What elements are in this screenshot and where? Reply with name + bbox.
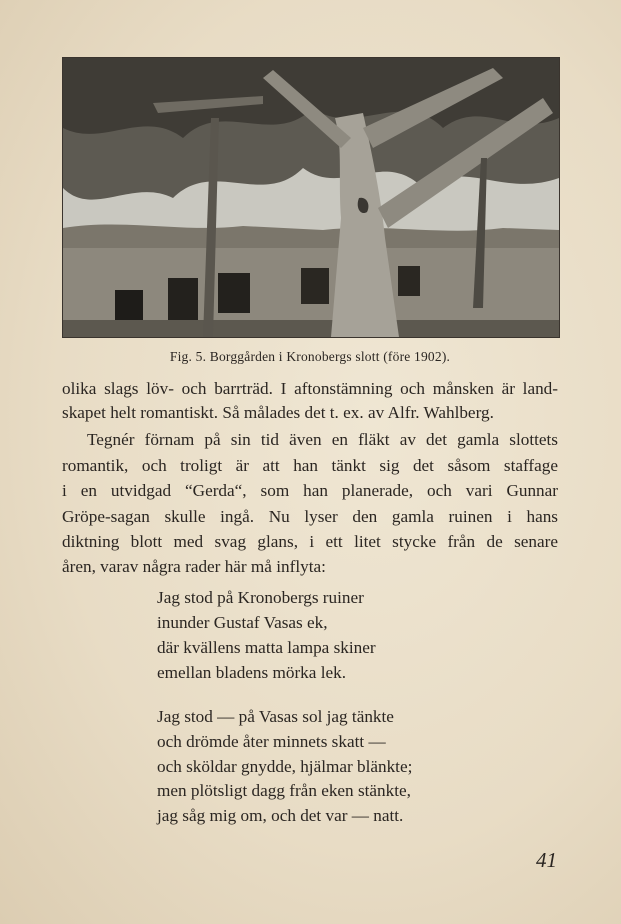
paragraph-line: Tegnér förnam på sin tid även en fläkt av det gamla slottets — [87, 430, 558, 449]
paragraph-line: diktning blott med svag glans, i ett litet stycke från de senare — [62, 532, 558, 551]
figure-photo — [62, 57, 560, 338]
poem-line: Jag stod — på Vasas sol jag tänkte — [157, 707, 394, 726]
paragraph-line: i en utvidgad “Gerda“, som han planerade, och vari Gunnar — [62, 481, 558, 500]
paragraph-line: romantik, och troligt är att han tänkt sig det såsom staffage — [62, 456, 558, 475]
poem-line: inunder Gustaf Vasas ek, — [157, 613, 328, 632]
page-number: 41 — [536, 848, 557, 872]
poem-line: Jag stod på Kronobergs ruiner — [157, 588, 364, 607]
paragraph-line: skapet helt romantiskt. Så målades det t. ex. av Alfr. Wahlberg. — [62, 403, 494, 422]
paragraph-line: åren, varav några rader här må inflyta: — [62, 557, 326, 576]
figure-caption: Fig. 5. Borggården i Kronobergs slott (före 1902). — [169, 349, 451, 364]
poem-line: emellan bladens mörka lek. — [157, 663, 346, 682]
photo-illustration — [63, 58, 559, 337]
poem-line: men plötsligt dagg från eken stänkte, — [157, 781, 411, 800]
paragraph-line: olika slags löv- och barrträd. I aftonstämning och månsken är land- — [62, 379, 558, 398]
poem-line: där kvällens matta lampa skiner — [157, 638, 376, 657]
paragraph-line: Gröpe-sagan skulle ingå. Nu lyser den gamla ruinen i hans — [62, 507, 558, 526]
poem-line: och drömde åter minnets skatt — — [157, 732, 386, 751]
poem-line: jag såg mig om, och det var — natt. — [157, 806, 404, 825]
poem-line: och sköldar gnydde, hjälmar blänkte; — [157, 757, 413, 776]
